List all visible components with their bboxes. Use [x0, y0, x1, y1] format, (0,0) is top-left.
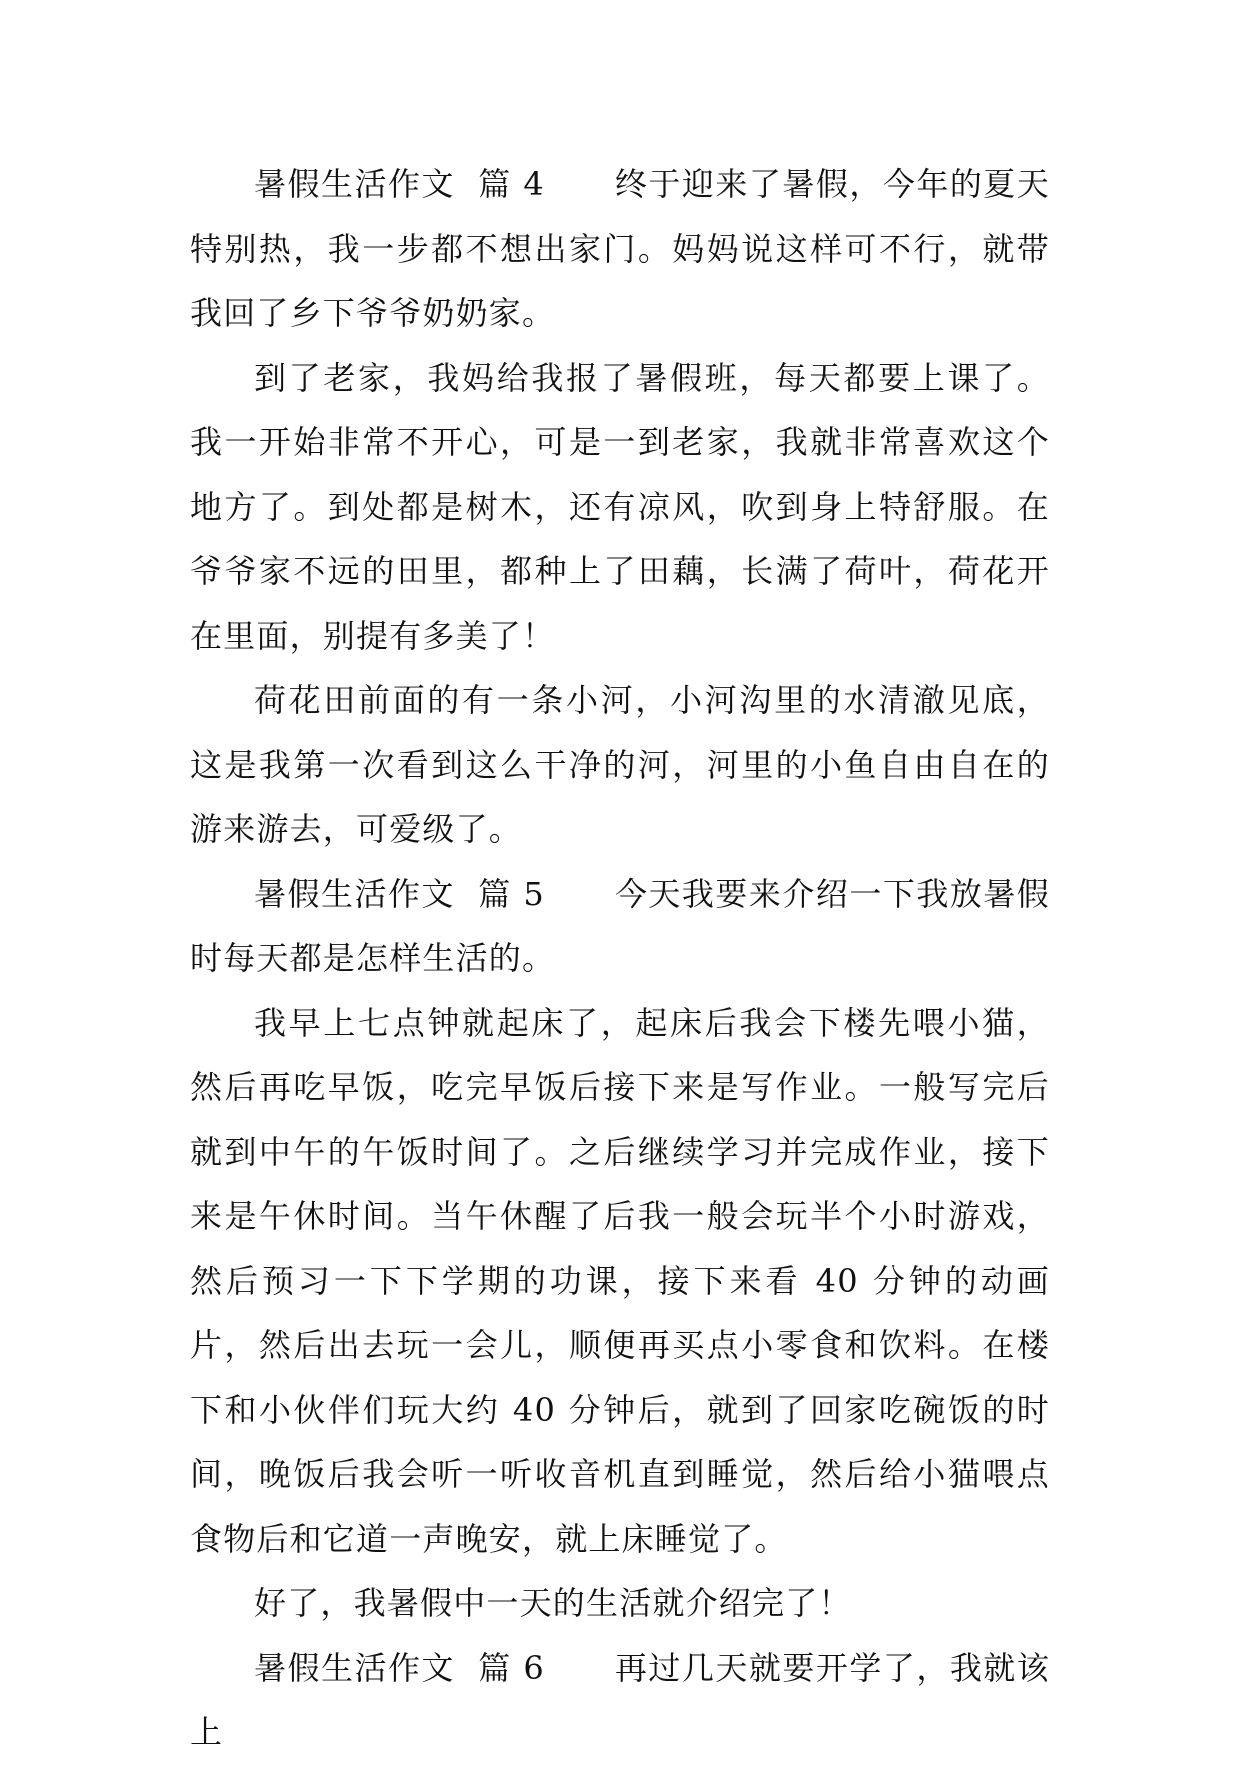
paragraph-text: 终于迎来了暑假，今年的夏天特别热，我一步都不想出家门。妈妈说这样可不行，就带我回了乡下爷爷奶奶家。: [190, 165, 1051, 332]
essay-heading-5: 暑假生活作文 篇 5: [254, 874, 545, 913]
essay-heading-6: 暑假生活作文 篇 6: [254, 1648, 545, 1687]
paragraph-text: 好了，我暑假中一天的生活就介绍完了！: [254, 1584, 852, 1622]
paragraph-text: 我早上七点钟就起床了，起床后我会下楼先喂小猫，然后再吃早饭，吃完早饭后接下来是写作业。一般写完后就到中午的午饭时间了。之后继续学习并完成作业，接下来是午休时间。当午休醒了后我一般会玩半个小时游戏，然后预习一下下学期的功课，接下来看 40 分钟的动画片，然后出去玩一会儿，顺便再买点小零食和饮料。在楼下和小伙伴们玩大约 40 分钟后，就到了回家吃碗饭的时间，晚饭后我会听一听收音机直到睡觉，然后给小猫喂点食物后和它道一声晚安，就上床睡觉了。: [190, 1003, 1050, 1558]
document-body: [190, 152, 1050, 1765]
paragraph-text: 再过几天就要开学了，我就该上: [190, 1648, 1051, 1751]
paragraph-essay-4-intro: [190, 152, 1050, 346]
heading-spacer: [545, 875, 615, 913]
paragraph-text: 今天我要来介绍一下我放暑假时每天都是怎样生活的。: [190, 874, 1051, 977]
paragraph-essay-5-closing: [190, 1571, 1050, 1636]
paragraph-essay-4-river: [190, 668, 1050, 862]
essay-heading-4: 暑假生活作文 篇 4: [254, 165, 545, 203]
paragraph-text: 到了老家，我妈给我报了暑假班，每天都要上课了。我一开始非常不开心，可是一到老家，我就非常喜欢这个地方了。到处都是树木，还有凉风，吹到身上特舒服。在爷爷家不远的田里，都种上了田藕，长满了荷叶，荷花开在里面，别提有多美了！: [190, 358, 1050, 655]
heading-spacer: [545, 1649, 615, 1687]
paragraph-essay-5-intro: [190, 862, 1050, 991]
paragraph-essay-6-intro: [190, 1636, 1050, 1765]
paragraph-essay-5-daily-routine: [190, 991, 1050, 1572]
paragraph-essay-4-hometown: [190, 346, 1050, 669]
paragraph-text: 荷花田前面的有一条小河，小河沟里的水清澈见底，这是我第一次看到这么干净的河，河里的小鱼自由自在的游来游去，可爱级了。: [190, 681, 1050, 848]
heading-spacer: [545, 165, 615, 203]
